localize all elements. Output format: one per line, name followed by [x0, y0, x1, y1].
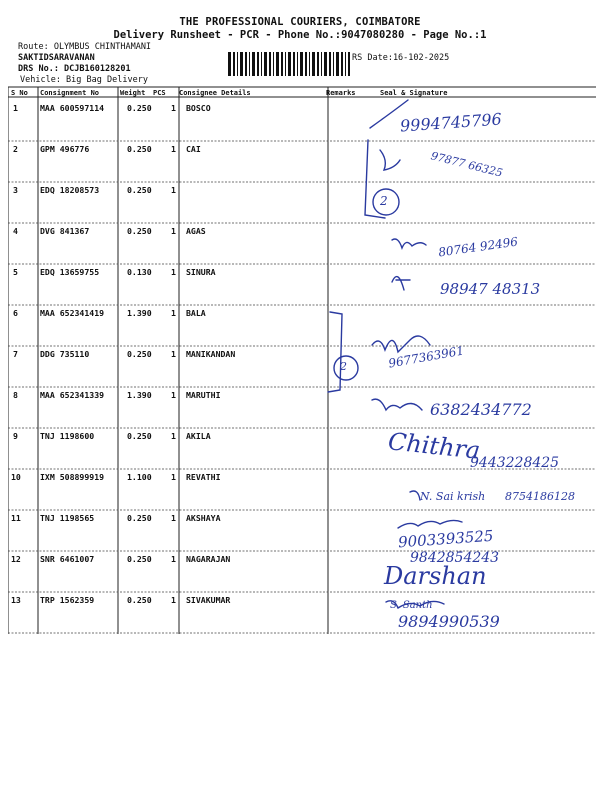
row-pcs: 1 — [171, 226, 176, 236]
row-weight: 1.390 — [127, 308, 152, 318]
row-pcs: 1 — [171, 144, 176, 154]
handwritten-phone-6: 6382434772 — [430, 400, 532, 419]
row-sno: 2 — [13, 144, 18, 154]
row-sno: 13 — [11, 595, 21, 605]
row-weight: 0.250 — [127, 554, 152, 564]
handwritten-phone-2: 97877 66325 — [429, 149, 504, 180]
row-pcs: 1 — [171, 185, 176, 195]
row-weight: 0.250 — [127, 595, 152, 605]
route-label: Route: OLYMBUS CHINTHAMANI — [18, 42, 152, 52]
row-consignment: EDQ 18208573 — [40, 185, 100, 195]
handwritten-name-santh: S. Santh — [390, 600, 433, 611]
row-pcs: 1 — [171, 472, 176, 482]
handwritten-phone-1: 9994745796 — [399, 109, 503, 136]
row-consignee: BOSCO — [186, 103, 211, 113]
company-title: THE PROFESSIONAL COURIERS, COIMBATORE — [179, 16, 421, 28]
row-sno: 10 — [11, 472, 21, 482]
handwritten-phone-4: 98947 48313 — [440, 280, 541, 298]
handwritten-phone-10: 9842854243 — [410, 550, 500, 566]
row-pcs: 1 — [171, 103, 176, 113]
barcode-graphic — [228, 52, 350, 76]
row-weight: 0.250 — [127, 185, 152, 195]
row-sno: 3 — [13, 185, 18, 195]
row-consignment: SNR 6461007 — [40, 554, 95, 564]
staff-name: SAKTIDSARAVANAN — [18, 53, 95, 63]
row-sno: 11 — [11, 513, 21, 523]
row-consignee: SIVAKUMAR — [186, 595, 231, 605]
vehicle-label: Vehicle: Big Bag Delivery — [20, 75, 148, 85]
handwritten-phone-7: 9443228425 — [470, 455, 560, 471]
row-pcs: 1 — [171, 513, 176, 523]
row-consignee: AGAS — [186, 226, 206, 236]
row-sno: 4 — [13, 226, 18, 236]
row-sno: 1 — [13, 103, 18, 113]
handwritten-group-mark-2: 2 — [340, 360, 347, 373]
row-consignee: CAI — [186, 144, 201, 154]
row-sno: 12 — [11, 554, 21, 564]
row-weight: 0.250 — [127, 103, 152, 113]
col-header-weight: Weight — [120, 89, 146, 97]
row-consignee: REVATHI — [186, 472, 221, 482]
runsheet-table-grid — [8, 86, 596, 634]
row-weight: 0.250 — [127, 431, 152, 441]
col-header-seal-signature: Seal & Signature — [380, 89, 448, 97]
row-consignee: BALA — [186, 308, 206, 318]
handwritten-name-chithra: Chithra — [386, 427, 482, 465]
col-header-sno: S No — [11, 89, 28, 97]
handwritten-group-mark-1: 2 — [380, 194, 388, 208]
row-sno: 5 — [13, 267, 18, 277]
row-weight: 1.100 — [127, 472, 152, 482]
row-sno: 8 — [13, 390, 18, 400]
row-consignment: TNJ 1198565 — [40, 513, 95, 523]
handwritten-phone-8: 8754186128 — [505, 490, 575, 503]
row-consignment: MAA 600597114 — [40, 103, 105, 113]
rs-date: RS Date:16-102-2025 — [352, 53, 450, 63]
row-consignment: IXM 508899919 — [40, 472, 105, 482]
row-consignee: AKSHAYA — [186, 513, 221, 523]
handwritten-name-darshan: Darshan — [384, 562, 487, 590]
handwritten-phone-5: 9677363961 — [387, 343, 465, 371]
col-header-consignment: Consignment No — [40, 89, 100, 97]
row-consignment: TRP 1562359 — [40, 595, 95, 605]
row-consignment: EDQ 13659755 — [40, 267, 100, 277]
row-sno: 6 — [13, 308, 18, 318]
handwritten-phone-11: 9894990539 — [398, 612, 500, 631]
row-consignment: MAA 652341419 — [40, 308, 105, 318]
handwritten-name-saikrish: N. Sai krish — [420, 490, 486, 503]
row-weight: 0.130 — [127, 267, 152, 277]
row-consignment: GPM 496776 — [40, 144, 90, 154]
row-consignee: MARUTHI — [186, 390, 221, 400]
row-pcs: 1 — [171, 595, 176, 605]
row-sno: 7 — [13, 349, 18, 359]
row-weight: 0.250 — [127, 513, 152, 523]
row-pcs: 1 — [171, 308, 176, 318]
col-header-pcs: PCS — [153, 89, 166, 97]
row-pcs: 1 — [171, 267, 176, 277]
drs-number: DRS No.: DCJB160128201 — [18, 64, 131, 74]
row-consignee: MANIKANDAN — [186, 349, 236, 359]
row-consignment: DDG 735110 — [40, 349, 90, 359]
runsheet-subtitle: Delivery Runsheet - PCR - Phone No.:9047080280 - Page No.:1 — [113, 29, 487, 41]
row-weight: 0.250 — [127, 349, 152, 359]
row-consignment: TNJ 1198600 — [40, 431, 95, 441]
row-pcs: 1 — [171, 349, 176, 359]
row-weight: 0.250 — [127, 226, 152, 236]
handwritten-phone-3: 80764 92496 — [437, 234, 519, 260]
row-consignment: DVG 841367 — [40, 226, 90, 236]
row-consignment: MAA 652341339 — [40, 390, 105, 400]
row-pcs: 1 — [171, 390, 176, 400]
row-pcs: 1 — [171, 431, 176, 441]
row-consignee: SINURA — [186, 267, 216, 277]
row-consignee: AKILA — [186, 431, 211, 441]
row-weight: 0.250 — [127, 144, 152, 154]
row-consignee: NAGARAJAN — [186, 554, 231, 564]
handwritten-phone-9: 9003393525 — [397, 526, 494, 552]
row-pcs: 1 — [171, 554, 176, 564]
row-weight: 1.390 — [127, 390, 152, 400]
col-header-remarks: Remarks — [326, 89, 356, 97]
col-header-consignee: Consignee Details — [179, 89, 251, 97]
row-sno: 9 — [13, 431, 18, 441]
